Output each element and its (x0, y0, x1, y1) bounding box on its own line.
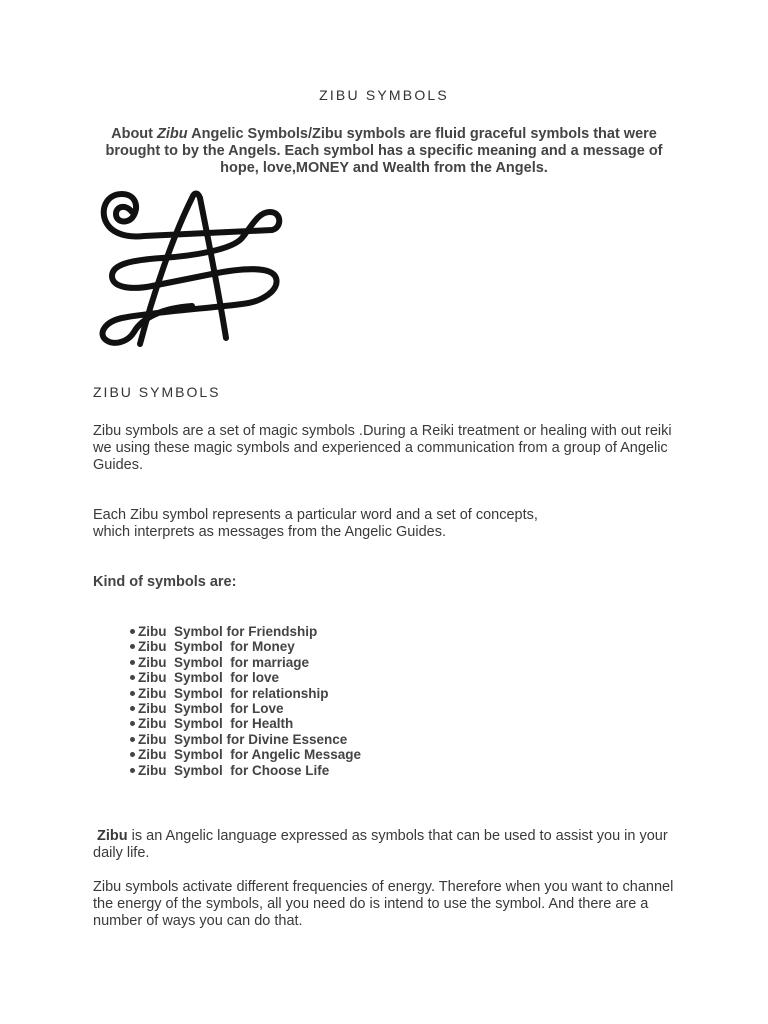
paragraph-zibu-bold-word: Zibu (97, 828, 128, 844)
kind-of-symbols-heading: Kind of symbols are: (93, 574, 237, 590)
list-item: Zibu Symbol for Divine Essence (130, 732, 361, 747)
bullet-icon (130, 691, 135, 696)
paragraph-each-symbol-line2: which interprets as messages from the Angelic Guides. (93, 524, 446, 540)
intro-italic-word: Zibu (157, 126, 188, 142)
symbols-bullet-list (130, 624, 361, 778)
bullet-icon (130, 660, 135, 665)
paragraph-each-symbol-line1: Each Zibu symbol represents a particular word and a set of concepts, (93, 507, 538, 523)
list-item: Zibu Symbol for Angelic Message (130, 747, 361, 762)
list-item: Zibu Symbol for relationship (130, 686, 361, 701)
bullet-icon (130, 675, 135, 680)
section-heading: ZIBU SYMBOLS (93, 384, 221, 400)
paragraph-frequencies: Zibu symbols activate different frequencies of energy. Therefore when you want to channel the energy of the symbols, all you need do is intend to use the symbol. And there are a number of ways you can do that. (93, 879, 674, 929)
intro-prefix: About (111, 126, 158, 142)
bullet-icon (130, 629, 135, 634)
paragraph-zibu-rest: is an Angelic language expressed as symbols that can be used to assist you in your daily life. (93, 828, 668, 861)
list-item: Zibu Symbol for Choose Life (130, 763, 361, 778)
intro-paragraph (100, 126, 668, 177)
list-item: Zibu Symbol for love (130, 670, 361, 685)
list-item: Zibu Symbol for Love (130, 701, 361, 716)
bullet-icon (130, 706, 135, 711)
bullet-icon (130, 644, 135, 649)
zibu-symbol-icon (92, 178, 284, 350)
bullet-icon (130, 768, 135, 773)
intro-rest: Angelic Symbols/Zibu symbols are fluid graceful symbols that were brought to by the Angels. Each symbol has a specific meaning and a message of hope, love,MONEY and Wealth from the Angels. (105, 126, 663, 176)
document-title: ZIBU SYMBOLS (319, 87, 449, 103)
bullet-icon (130, 737, 135, 742)
bullet-icon (130, 721, 135, 726)
list-item: Zibu Symbol for marriage (130, 655, 361, 670)
list-item: Zibu Symbol for Money (130, 639, 361, 654)
list-item: Zibu Symbol for Friendship (130, 624, 361, 639)
paragraph-each-symbol (93, 507, 683, 541)
paragraph-about-zibu: Zibu symbols are a set of magic symbols .During a Reiki treatment or healing with out reiki we using these magic symbols and experienced a communication from a group of Angelic Guides. (93, 423, 672, 473)
bullet-icon (130, 752, 135, 757)
paragraph-zibu-language (93, 828, 683, 862)
list-item: Zibu Symbol for Health (130, 716, 361, 731)
